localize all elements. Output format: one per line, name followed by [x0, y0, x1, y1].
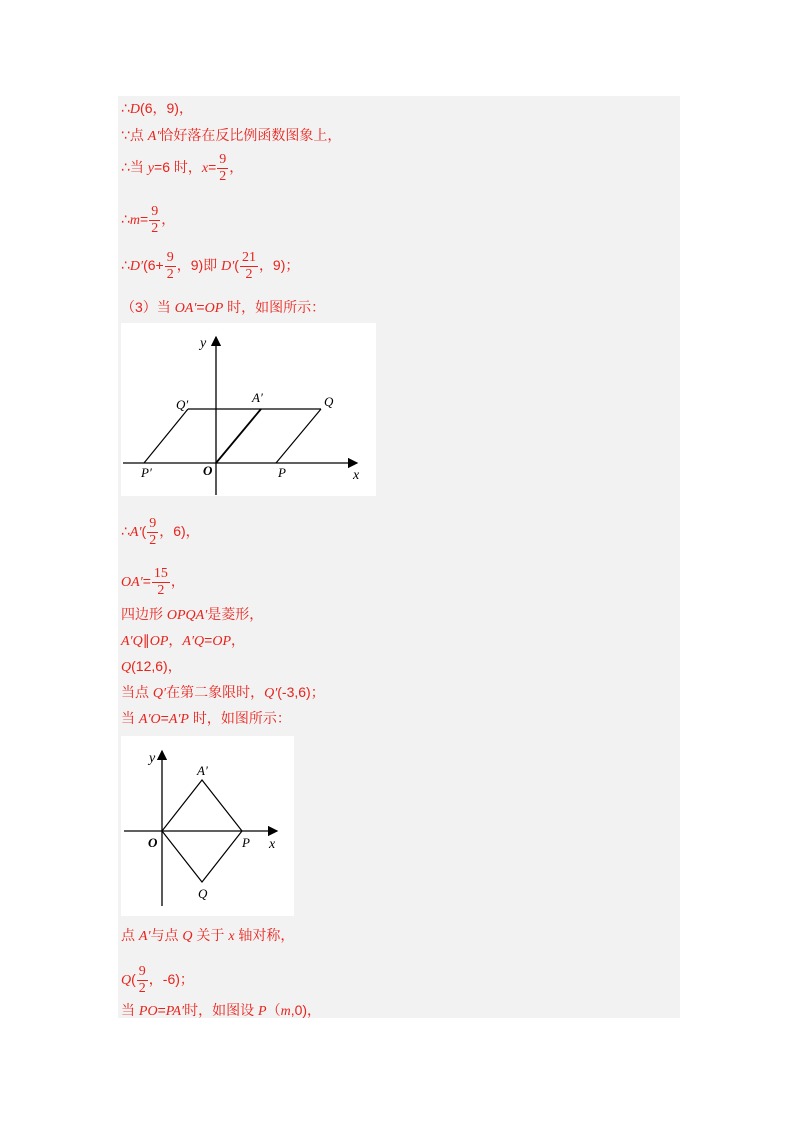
text-segment: ， — [168, 632, 183, 648]
numerator: 9 — [166, 250, 174, 265]
point-label: Q — [121, 973, 132, 989]
point-label: D′ — [129, 259, 144, 275]
text-segment: 关于 — [192, 927, 229, 943]
coordinates: (-3,6)； — [277, 684, 325, 700]
segment-label: OA′ — [174, 301, 197, 316]
text-segment: = — [142, 573, 151, 590]
text-segment: （3）当 — [121, 299, 175, 315]
segment-label: OA′ — [121, 575, 143, 591]
segment-label: PA′ — [165, 1004, 185, 1019]
text-segment: = — [208, 159, 217, 176]
text-segment: 时，如图设 — [184, 1002, 259, 1018]
denominator: 2 — [157, 583, 165, 598]
origin-label: O — [203, 463, 213, 478]
text-segment: ∴当 — [121, 159, 148, 176]
variable: x — [201, 161, 209, 177]
denominator: 2 — [149, 533, 157, 548]
denominator: 2 — [151, 221, 159, 236]
x-axis-label: x — [353, 468, 360, 483]
solution-line-2 — [121, 126, 341, 146]
y-axis-label: y — [149, 751, 156, 766]
text-segment: 轴对称， — [234, 927, 295, 943]
point-label: D′ — [221, 259, 235, 275]
segment-label: A′O — [138, 712, 161, 727]
point-label: D — [129, 102, 141, 117]
denominator: 2 — [166, 267, 174, 282]
solution-line-11 — [121, 657, 182, 677]
text-segment: 当 — [121, 710, 139, 726]
text-segment: ， — [161, 211, 176, 228]
point-q-label: Q — [324, 394, 334, 409]
solution-line-1 — [121, 99, 193, 119]
text-segment: 时，如图所示： — [188, 710, 291, 726]
text-segment: =6 时， — [154, 159, 202, 176]
text-segment: ( — [141, 523, 147, 540]
text-segment: ， — [229, 159, 244, 176]
segment-label: OP — [149, 634, 169, 649]
segment-q-prime-p-prime — [144, 409, 188, 463]
fraction — [137, 964, 148, 997]
x-axis-label: x — [269, 837, 276, 852]
text-segment: 当点 — [121, 684, 153, 700]
variable: m — [280, 1004, 291, 1019]
solution-line-3 — [121, 152, 243, 185]
point-a-prime-label: A′ — [252, 390, 263, 405]
point-label: A′ — [129, 525, 142, 541]
solution-line-10 — [121, 631, 245, 651]
segment-label: A′P — [168, 712, 189, 727]
point-label: Q — [121, 660, 132, 675]
solution-line-14 — [121, 926, 294, 946]
segment-label: OP — [204, 301, 224, 316]
coordinates: (12,6)， — [131, 658, 182, 674]
text-segment: = — [140, 211, 149, 228]
text-segment: 是菱形， — [207, 606, 264, 622]
text-segment: （ — [266, 1002, 281, 1018]
point-label: Q′ — [152, 686, 167, 701]
therefore-symbol: ∴ — [121, 211, 130, 228]
text-segment: ，-6)； — [148, 971, 194, 988]
solution-line-16 — [121, 1001, 321, 1021]
text-segment: 当 — [121, 1002, 139, 1018]
text-segment: (6+ — [143, 257, 164, 274]
solution-line-12 — [121, 683, 325, 703]
solution-line-7 — [121, 516, 200, 549]
text-segment: ∵点 — [121, 127, 148, 143]
segment-label: A′Q — [121, 634, 143, 649]
solution-line-4 — [121, 204, 175, 237]
denominator: 2 — [219, 169, 227, 184]
text-segment: ， — [231, 632, 245, 648]
shape-label: OPQA′ — [166, 608, 208, 623]
numerator: 9 — [138, 964, 146, 979]
point-label: Q — [182, 929, 193, 944]
text-segment: 点 — [121, 927, 139, 943]
text-segment: 恰好落在反比例函数图象上， — [159, 127, 342, 143]
text-segment: 时，如图所示： — [223, 299, 326, 315]
segment-label: PO — [138, 1004, 158, 1019]
numerator: 9 — [149, 516, 157, 531]
segment-o-a-prime — [216, 409, 261, 463]
solution-line-9 — [121, 605, 263, 625]
segment-q-p — [276, 409, 321, 463]
denominator: 2 — [245, 267, 253, 282]
solution-line-13 — [121, 709, 291, 729]
text-segment: ，6)， — [159, 523, 200, 540]
solution-line-6 — [121, 298, 325, 318]
variable: m — [129, 213, 141, 229]
text-segment: = — [196, 299, 205, 315]
y-axis-label: y — [200, 336, 207, 351]
text-segment: ，9)即 — [176, 257, 222, 274]
segment-label: OP — [212, 634, 231, 649]
point-label: A′ — [138, 929, 151, 944]
fraction — [217, 152, 228, 185]
therefore-symbol: ∴ — [121, 257, 130, 274]
numerator: 9 — [219, 152, 227, 167]
coordinates: ,0)， — [290, 1002, 322, 1018]
fraction — [240, 250, 258, 283]
fraction — [165, 250, 176, 283]
numerator: 9 — [151, 204, 159, 219]
text-segment: = — [157, 1002, 166, 1018]
solution-line-8 — [121, 566, 185, 599]
point-q-label: Q — [198, 886, 208, 901]
fraction — [149, 204, 160, 237]
text-segment: ( — [131, 971, 136, 988]
figure-rhombus-vertical — [121, 736, 294, 916]
text-segment: = — [160, 710, 169, 726]
figure-rhombus-horizontal — [121, 323, 376, 496]
segment-label: A′Q — [182, 634, 205, 649]
point-label: A′ — [147, 129, 160, 144]
text-segment: 四边形 — [121, 606, 167, 622]
fraction — [147, 516, 158, 549]
origin-label: O — [148, 835, 158, 850]
point-p-label: P — [242, 835, 250, 850]
therefore-symbol: ∴ — [121, 100, 130, 116]
denominator: 2 — [138, 981, 146, 996]
text-segment: ， — [170, 573, 185, 590]
point-label: Q′ — [264, 686, 278, 701]
coordinates: (6，9)， — [140, 100, 193, 116]
text-segment: ( — [234, 257, 239, 274]
point-p-label: P — [278, 465, 286, 480]
parallel-symbol: ∥ — [142, 632, 150, 648]
variable: x — [228, 929, 235, 944]
therefore-symbol: ∴ — [121, 523, 130, 540]
text-segment: 与点 — [150, 927, 183, 943]
point-p-prime-label: P′ — [141, 465, 152, 480]
fraction — [152, 566, 170, 599]
point-q-prime-label: Q′ — [176, 397, 189, 412]
text-segment: = — [204, 632, 213, 648]
variable: y — [147, 161, 155, 177]
text-segment: ，9)； — [258, 257, 300, 274]
solution-line-5 — [121, 250, 299, 283]
text-segment: 在第二象限时， — [166, 684, 265, 700]
solution-line-15 — [121, 964, 194, 997]
numerator: 15 — [153, 566, 168, 581]
point-a-prime-label: A′ — [197, 763, 208, 778]
numerator: 21 — [241, 250, 256, 265]
point-label: P — [258, 1004, 267, 1019]
